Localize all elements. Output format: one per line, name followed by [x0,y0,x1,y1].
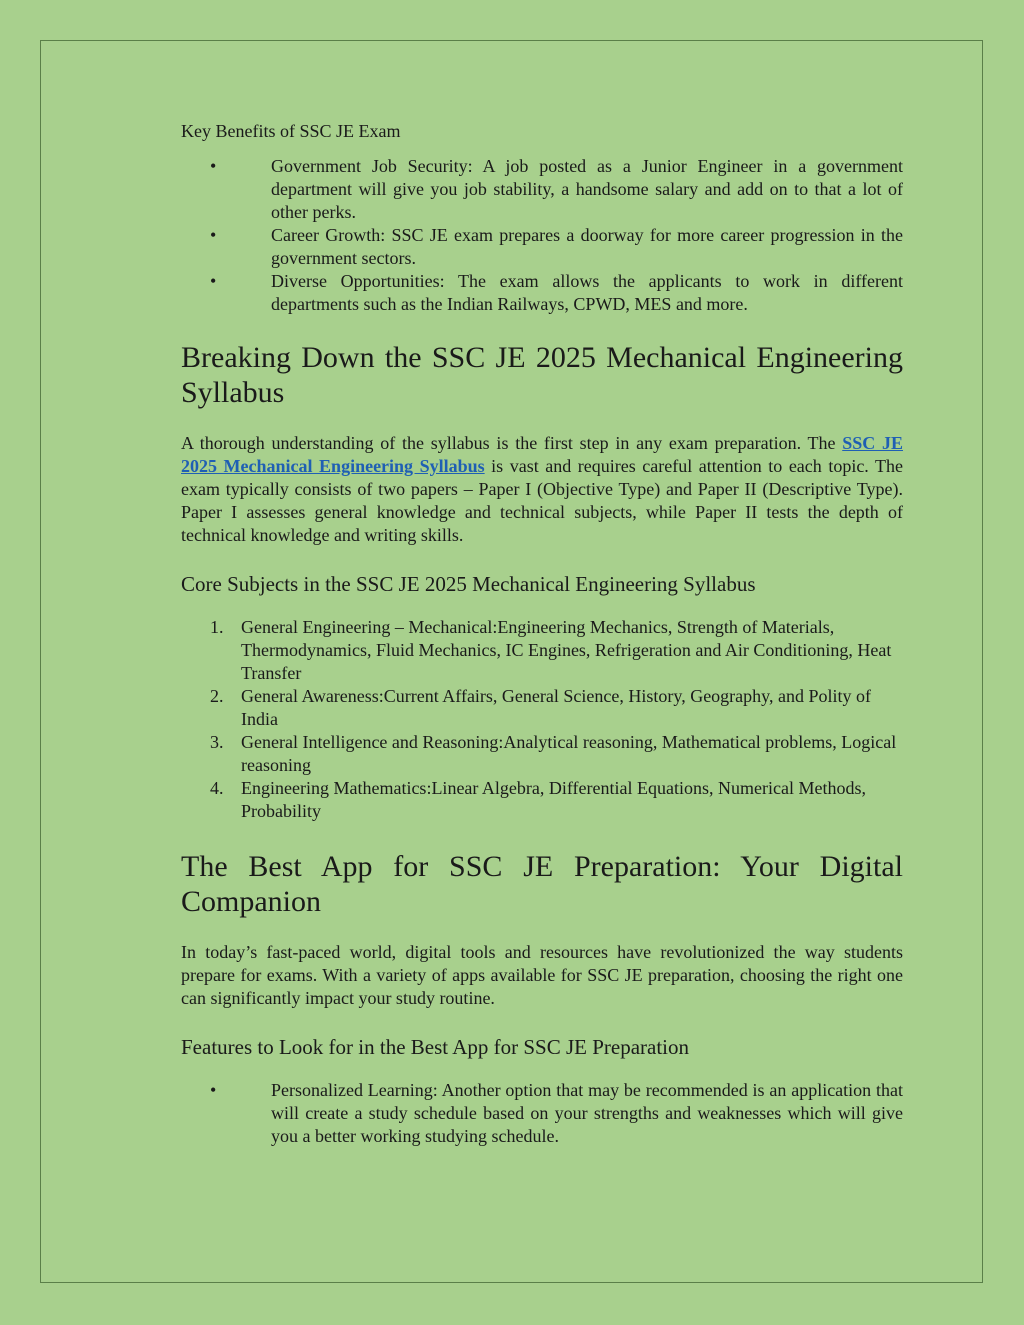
app-heading: The Best App for SSC JE Preparation: Your Digital Companion [181,850,903,918]
benefits-title: Key Benefits of SSC JE Exam [181,121,401,141]
list-item: • Personalized Learning: Another option that may be recommended is an application that will create a study schedule based on your strengths and weaknesses which will give you a better working studying schedule. [210,1080,903,1146]
bullet-icon: • [210,1080,217,1100]
syllabus-heading: Breaking Down the SSC JE 2025 Mechanical Engineering Syllabus [181,341,903,409]
syllabus-link[interactable]: SSC JE 2025 Mechanical Engineering Syllabus [181,433,903,476]
document-content [181,119,903,1148]
list-item: • Government Job Security: A job posted as a Junior Engineer in a government department will give you job stability, a handsome salary and add on to that a lot of other perks. [210,156,903,222]
core-subjects-list [181,616,903,823]
list-item: 3. General Intelligence and Reasoning:Analytical reasoning, Mathematical problems, Logical reasoning [210,732,897,775]
list-item: • Diverse Opportunities: The exam allows the applicants to work in different departments such as the Indian Railways, CPWD, MES and more. [210,271,903,314]
list-item: 1. General Engineering – Mechanical:Engineering Mechanics, Strength of Materials, Thermodynamics, Fluid Mechanics, IC Engines, Refrigeration and Air Conditioning, Heat Transfer [210,617,892,683]
core-subjects-heading: Core Subjects in the SSC JE 2025 Mechanical Engineering Syllabus [181,572,756,596]
features-heading: Features to Look for in the Best App for SSC JE Preparation [181,1035,690,1059]
bullet-icon: • [210,156,217,176]
list-item: 2. General Awareness:Current Affairs, General Science, History, Geography, and Polity of India [210,686,871,729]
list-item: 4. Engineering Mathematics:Linear Algebra, Differential Equations, Numerical Methods, Probability [210,778,866,821]
app-intro: In today’s fast-paced world, digital tools and resources have revolutionized the way students prepare for exams. With a variety of apps available for SSC JE preparation, choosing the right one can significantly impact your study routine. [181,942,903,1008]
benefits-list [181,155,903,316]
syllabus-intro: A thorough understanding of the syllabus is the first step in any exam preparation. The SSC JE 2025 Mechanical Engineering Syllabus is vast and requires careful attention to each topic. The exam typically consists of two papers – Paper I (Objective Type) and Paper II (Descriptive Type). Paper I assesses general knowledge and technical subjects, while Paper II tests the depth of technical knowledge and writing skills. [181,433,903,545]
list-item: • Career Growth: SSC JE exam prepares a doorway for more career progression in the government sectors. [210,225,903,268]
bullet-icon: • [210,271,217,291]
features-list [181,1079,903,1148]
bullet-icon: • [210,225,217,245]
